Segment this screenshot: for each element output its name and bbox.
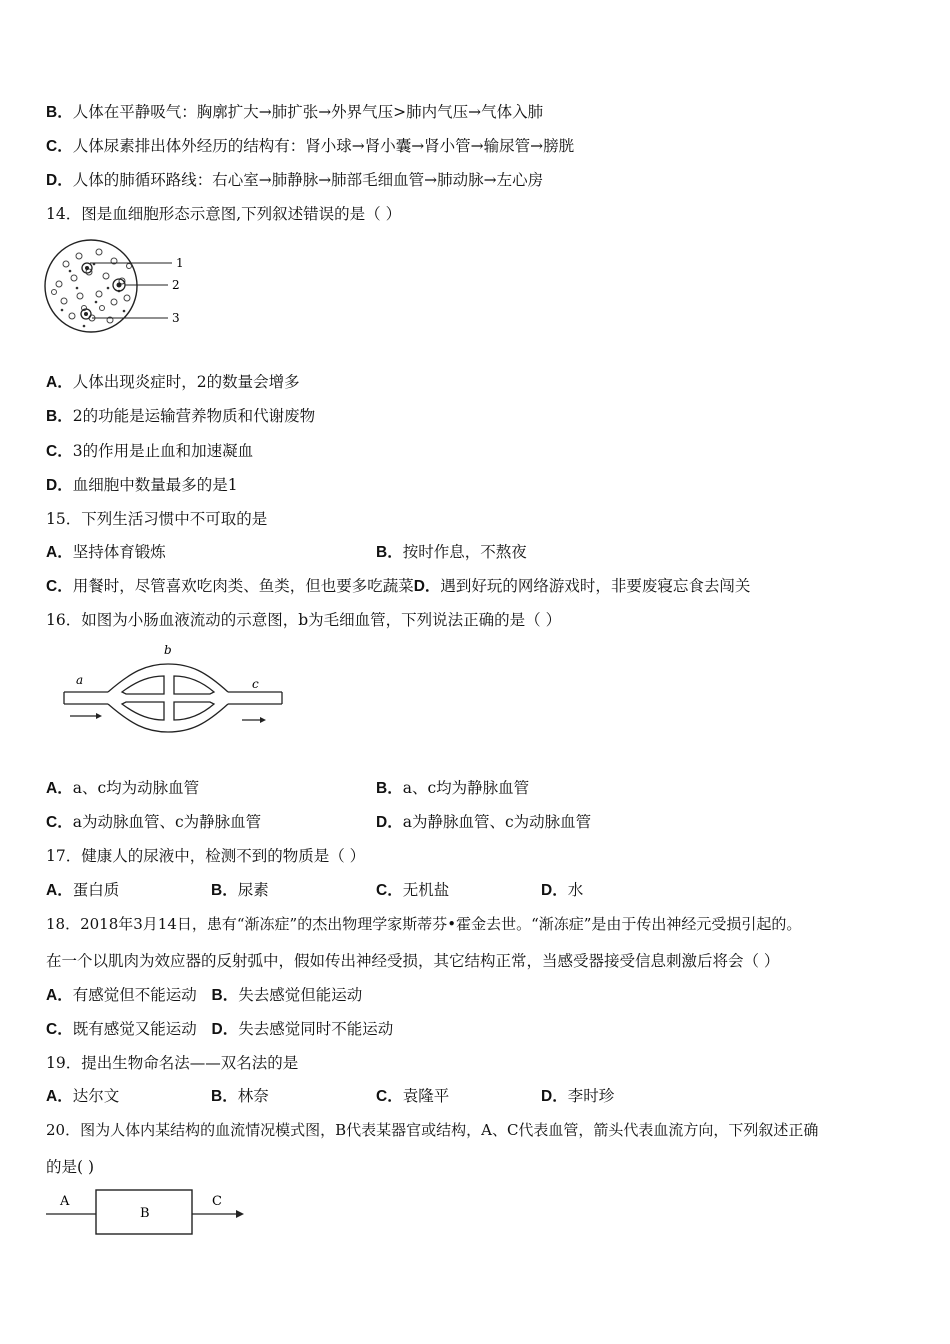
- q13-option-b: B．人体在平静吸气：胸廓扩大→肺扩张→外界气压>肺内气压→气体入肺: [46, 103, 544, 121]
- q14-stem: 14．图是血细胞形态示意图,下列叙述错误的是（ ）: [46, 205, 402, 223]
- q15-stem: 15．下列生活习惯中不可取的是: [46, 510, 268, 528]
- q15-option-b: B．按时作息，不熬夜: [376, 543, 527, 561]
- q16-stem: 16．如图为小肠血液流动的示意图，b为毛细血管，下列说法正确的是（ ）: [46, 611, 562, 629]
- q14-option-c: C．3的作用是止血和加速凝血: [46, 442, 254, 460]
- q14-option-a: A．人体出现炎症时，2的数量会增多: [46, 373, 300, 391]
- q19-stem: 19．提出生物命名法——双名法的是: [46, 1054, 299, 1072]
- q13-option-d: D．人体的肺循环路线：右心室→肺静脉→肺部毛细血管→肺动脉→左心房: [46, 171, 544, 189]
- blood-label-2: 2: [172, 278, 180, 292]
- vessel-label-b: b: [164, 643, 172, 657]
- vessel-label-a: a: [76, 673, 84, 687]
- q13-option-c: C．人体尿素排出体外经历的结构有：肾小球→肾小囊→肾小管→输尿管→膀胱: [46, 137, 575, 155]
- q17-option-d: D．水: [541, 881, 584, 899]
- q17-option-b: B．尿素: [211, 881, 269, 899]
- q20-stem-line1: 20．图为人体内某结构的血流情况模式图，B代表某器官或结构，A、C代表血管，箭头代表血流方向，下列叙述正确: [46, 1121, 819, 1139]
- q16-option-a: A．a、c均为动脉血管: [46, 779, 200, 797]
- q17-option-c: C．无机盐: [376, 881, 450, 899]
- flow-label-a: A: [60, 1194, 70, 1209]
- q19-option-c: C．袁隆平: [376, 1087, 450, 1105]
- blood-flow-figure: [44, 1186, 254, 1236]
- q17-option-a: A．蛋白质: [46, 881, 120, 899]
- flow-label-b: B: [140, 1206, 150, 1221]
- q16-option-b: B．a、c均为静脉血管: [376, 779, 530, 797]
- q18-stem-line2: 在一个以肌肉为效应器的反射弧中，假如传出神经受损，其它结构正常，当感受器接受信息刺激后将会（ ）: [46, 952, 780, 970]
- q18-option-ab: A．有感觉但不能运动 B．失去感觉但能运动: [46, 986, 363, 1004]
- flow-label-c: C: [212, 1194, 222, 1209]
- q17-stem: 17．健康人的尿液中，检测不到的物质是（ ）: [46, 847, 366, 865]
- q16-option-c: C．a为动脉血管、c为静脉血管: [46, 813, 262, 831]
- q16-option-d: D．a为静脉血管、c为动脉血管: [376, 813, 592, 831]
- q20-stem-line2: 的是( ): [46, 1158, 95, 1176]
- q15-option-cd: C．用餐时，尽管喜欢吃肉类、鱼类，但也要多吃蔬菜D．遇到好玩的网络游戏时，非要废寝忘食去闯关: [46, 577, 751, 595]
- q18-option-cd: C．既有感觉又能运动 D．失去感觉同时不能运动: [46, 1020, 394, 1038]
- q18-stem-line1: 18．2018年3月14日，患有“渐冻症”的杰出物理学家斯蒂芬•霍金去世。“渐冻症”是由于传出神经元受损引起的。: [46, 915, 802, 933]
- q19-option-d: D．李时珍: [541, 1087, 615, 1105]
- q19-option-b: B．林奈: [211, 1087, 269, 1105]
- q15-option-a: A．坚持体育锻炼: [46, 543, 166, 561]
- blood-cell-figure: [44, 236, 194, 336]
- q19-option-a: A．达尔文: [46, 1087, 120, 1105]
- q14-option-d: D．血细胞中数量最多的是1: [46, 476, 238, 494]
- q14-option-b: B．2的功能是运输营养物质和代谢废物: [46, 407, 316, 425]
- vessel-label-c: c: [252, 677, 259, 691]
- blood-label-3: 3: [172, 311, 180, 325]
- blood-label-1: 1: [176, 256, 184, 270]
- small-intestine-blood-figure: [56, 642, 296, 742]
